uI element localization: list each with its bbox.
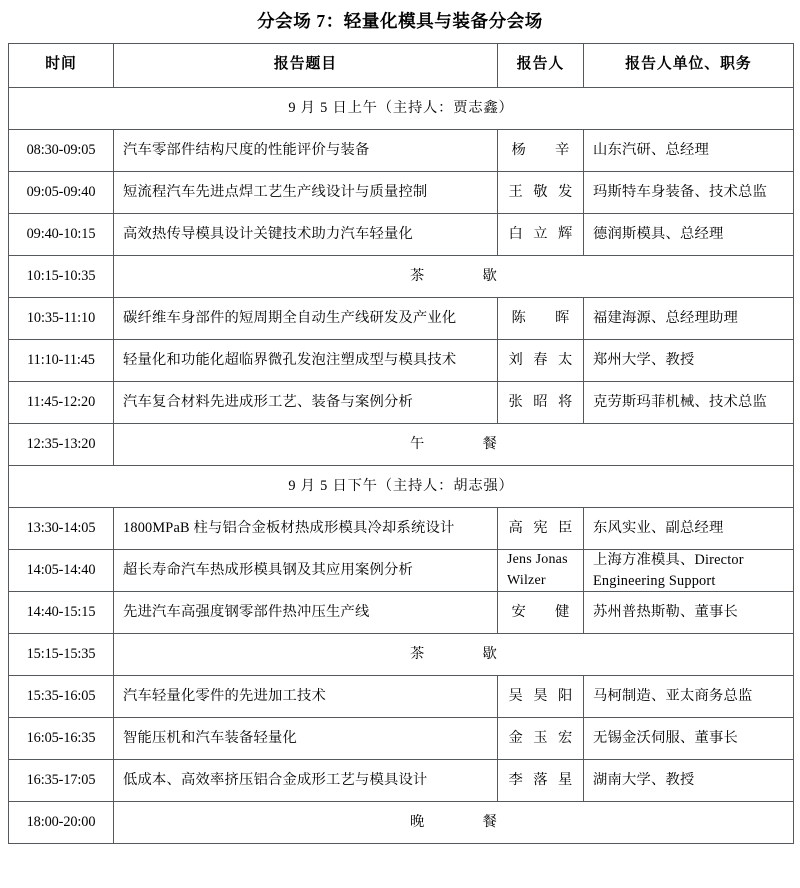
row-topic: 短流程汽车先进点焊工艺生产线设计与质量控制: [114, 171, 498, 213]
row-topic: 碳纤维车身部件的短周期全自动生产线研发及产业化: [114, 297, 498, 339]
row-affiliation: 德润斯模具、总经理: [584, 213, 794, 255]
table-row: [9, 718, 794, 760]
row-time: 09:05-09:40: [9, 171, 114, 213]
table-row: [9, 171, 794, 213]
row-topic: 低成本、高效率挤压铝合金成形工艺与模具设计: [114, 760, 498, 802]
row-speaker: 金玉宏: [498, 718, 584, 760]
schedule-table-container: [0, 43, 800, 844]
break-row-tea-morning: [9, 255, 794, 297]
row-affiliation: 玛斯特车身装备、技术总监: [584, 171, 794, 213]
session-header-row-afternoon: [9, 465, 794, 507]
row-speaker: [498, 549, 584, 591]
row-affiliation: 苏州普热斯勒、董事长: [584, 592, 794, 634]
row-speaker: 杨辛: [498, 129, 584, 171]
break-row-lunch: [9, 423, 794, 465]
row-time: 15:35-16:05: [9, 676, 114, 718]
row-speaker: 白立辉: [498, 213, 584, 255]
row-time: 15:15-15:35: [9, 634, 114, 676]
row-topic: 汽车轻量化零件的先进加工技术: [114, 676, 498, 718]
row-time: 10:35-11:10: [9, 297, 114, 339]
row-time: 12:35-13:20: [9, 423, 114, 465]
row-topic: 汽车复合材料先进成形工艺、装备与案例分析: [114, 381, 498, 423]
break-row-tea-afternoon: [9, 634, 794, 676]
speaker-name-line1: Jens Jonas: [507, 552, 568, 568]
row-speaker: 安健: [498, 592, 584, 634]
row-affiliation: 郑州大学、教授: [584, 339, 794, 381]
row-time: 11:45-12:20: [9, 381, 114, 423]
row-time: 14:05-14:40: [9, 549, 114, 591]
table-row: [9, 339, 794, 381]
row-time: 16:35-17:05: [9, 760, 114, 802]
table-header-row: [9, 43, 794, 87]
row-topic: 汽车零部件结构尺度的性能评价与装备: [114, 129, 498, 171]
row-speaker: 高宪臣: [498, 507, 584, 549]
column-header-time: 时间: [9, 43, 114, 87]
row-affiliation: 马柯制造、亚太商务总监: [584, 676, 794, 718]
row-topic: 轻量化和功能化超临界微孔发泡注塑成型与模具技术: [114, 339, 498, 381]
row-speaker: 陈晖: [498, 297, 584, 339]
affiliation-line2: Engineering Support: [593, 572, 716, 589]
break-label-dinner: 晚 餐: [114, 802, 794, 844]
table-row: [9, 760, 794, 802]
row-time: 16:05-16:35: [9, 718, 114, 760]
row-affiliation: 克劳斯玛菲机械、技术总监: [584, 381, 794, 423]
table-row: [9, 549, 794, 591]
column-header-affiliation: 报告人单位、职务: [584, 43, 794, 87]
row-affiliation: 湖南大学、教授: [584, 760, 794, 802]
row-speaker: 张昭将: [498, 381, 584, 423]
row-topic: 1800MPaB 柱与铝合金板材热成形模具冷却系统设计: [114, 507, 498, 549]
row-topic: 先进汽车高强度钢零部件热冲压生产线: [114, 592, 498, 634]
row-speaker: 吴昊阳: [498, 676, 584, 718]
table-row: [9, 676, 794, 718]
row-topic: 超长寿命汽车热成形模具钢及其应用案例分析: [114, 549, 498, 591]
table-row: [9, 592, 794, 634]
speaker-name-line2: Wilzer: [507, 572, 546, 588]
row-topic: 智能压机和汽车装备轻量化: [114, 718, 498, 760]
row-affiliation: 福建海源、总经理助理: [584, 297, 794, 339]
row-time: 14:40-15:15: [9, 592, 114, 634]
row-affiliation: 无锡金沃伺服、董事长: [584, 718, 794, 760]
row-speaker: 王敬发: [498, 171, 584, 213]
page-title: 分会场 7：轻量化模具与装备分会场: [257, 11, 543, 31]
session-title-morning: 9 月 5 日上午（主持人：贾志鑫）: [9, 87, 794, 129]
row-time: 11:10-11:45: [9, 339, 114, 381]
row-time: 13:30-14:05: [9, 507, 114, 549]
column-header-topic: 报告题目: [114, 43, 498, 87]
break-label-lunch: 午 餐: [114, 423, 794, 465]
row-time: 10:15-10:35: [9, 255, 114, 297]
affiliation-line1: 上海方准模具、Director: [593, 551, 744, 568]
row-speaker: 李落星: [498, 760, 584, 802]
row-affiliation: [584, 549, 794, 591]
row-affiliation: 山东汽研、总经理: [584, 129, 794, 171]
row-time: 08:30-09:05: [9, 129, 114, 171]
row-affiliation: 东风实业、副总经理: [584, 507, 794, 549]
row-time: 18:00-20:00: [9, 802, 114, 844]
break-label-tea: 茶 歇: [114, 255, 794, 297]
column-header-speaker: 报告人: [498, 43, 584, 87]
row-time: 09:40-10:15: [9, 213, 114, 255]
table-row: [9, 507, 794, 549]
table-row: [9, 381, 794, 423]
row-topic: 高效热传导模具设计关键技术助力汽车轻量化: [114, 213, 498, 255]
table-row: [9, 129, 794, 171]
break-label-tea: 茶 歇: [114, 634, 794, 676]
session-title-afternoon: 9 月 5 日下午（主持人：胡志强）: [9, 465, 794, 507]
schedule-table: [8, 43, 794, 844]
session-header-row-morning: [9, 87, 794, 129]
break-row-dinner: [9, 802, 794, 844]
row-speaker: 刘春太: [498, 339, 584, 381]
table-row: [9, 213, 794, 255]
table-row: [9, 297, 794, 339]
